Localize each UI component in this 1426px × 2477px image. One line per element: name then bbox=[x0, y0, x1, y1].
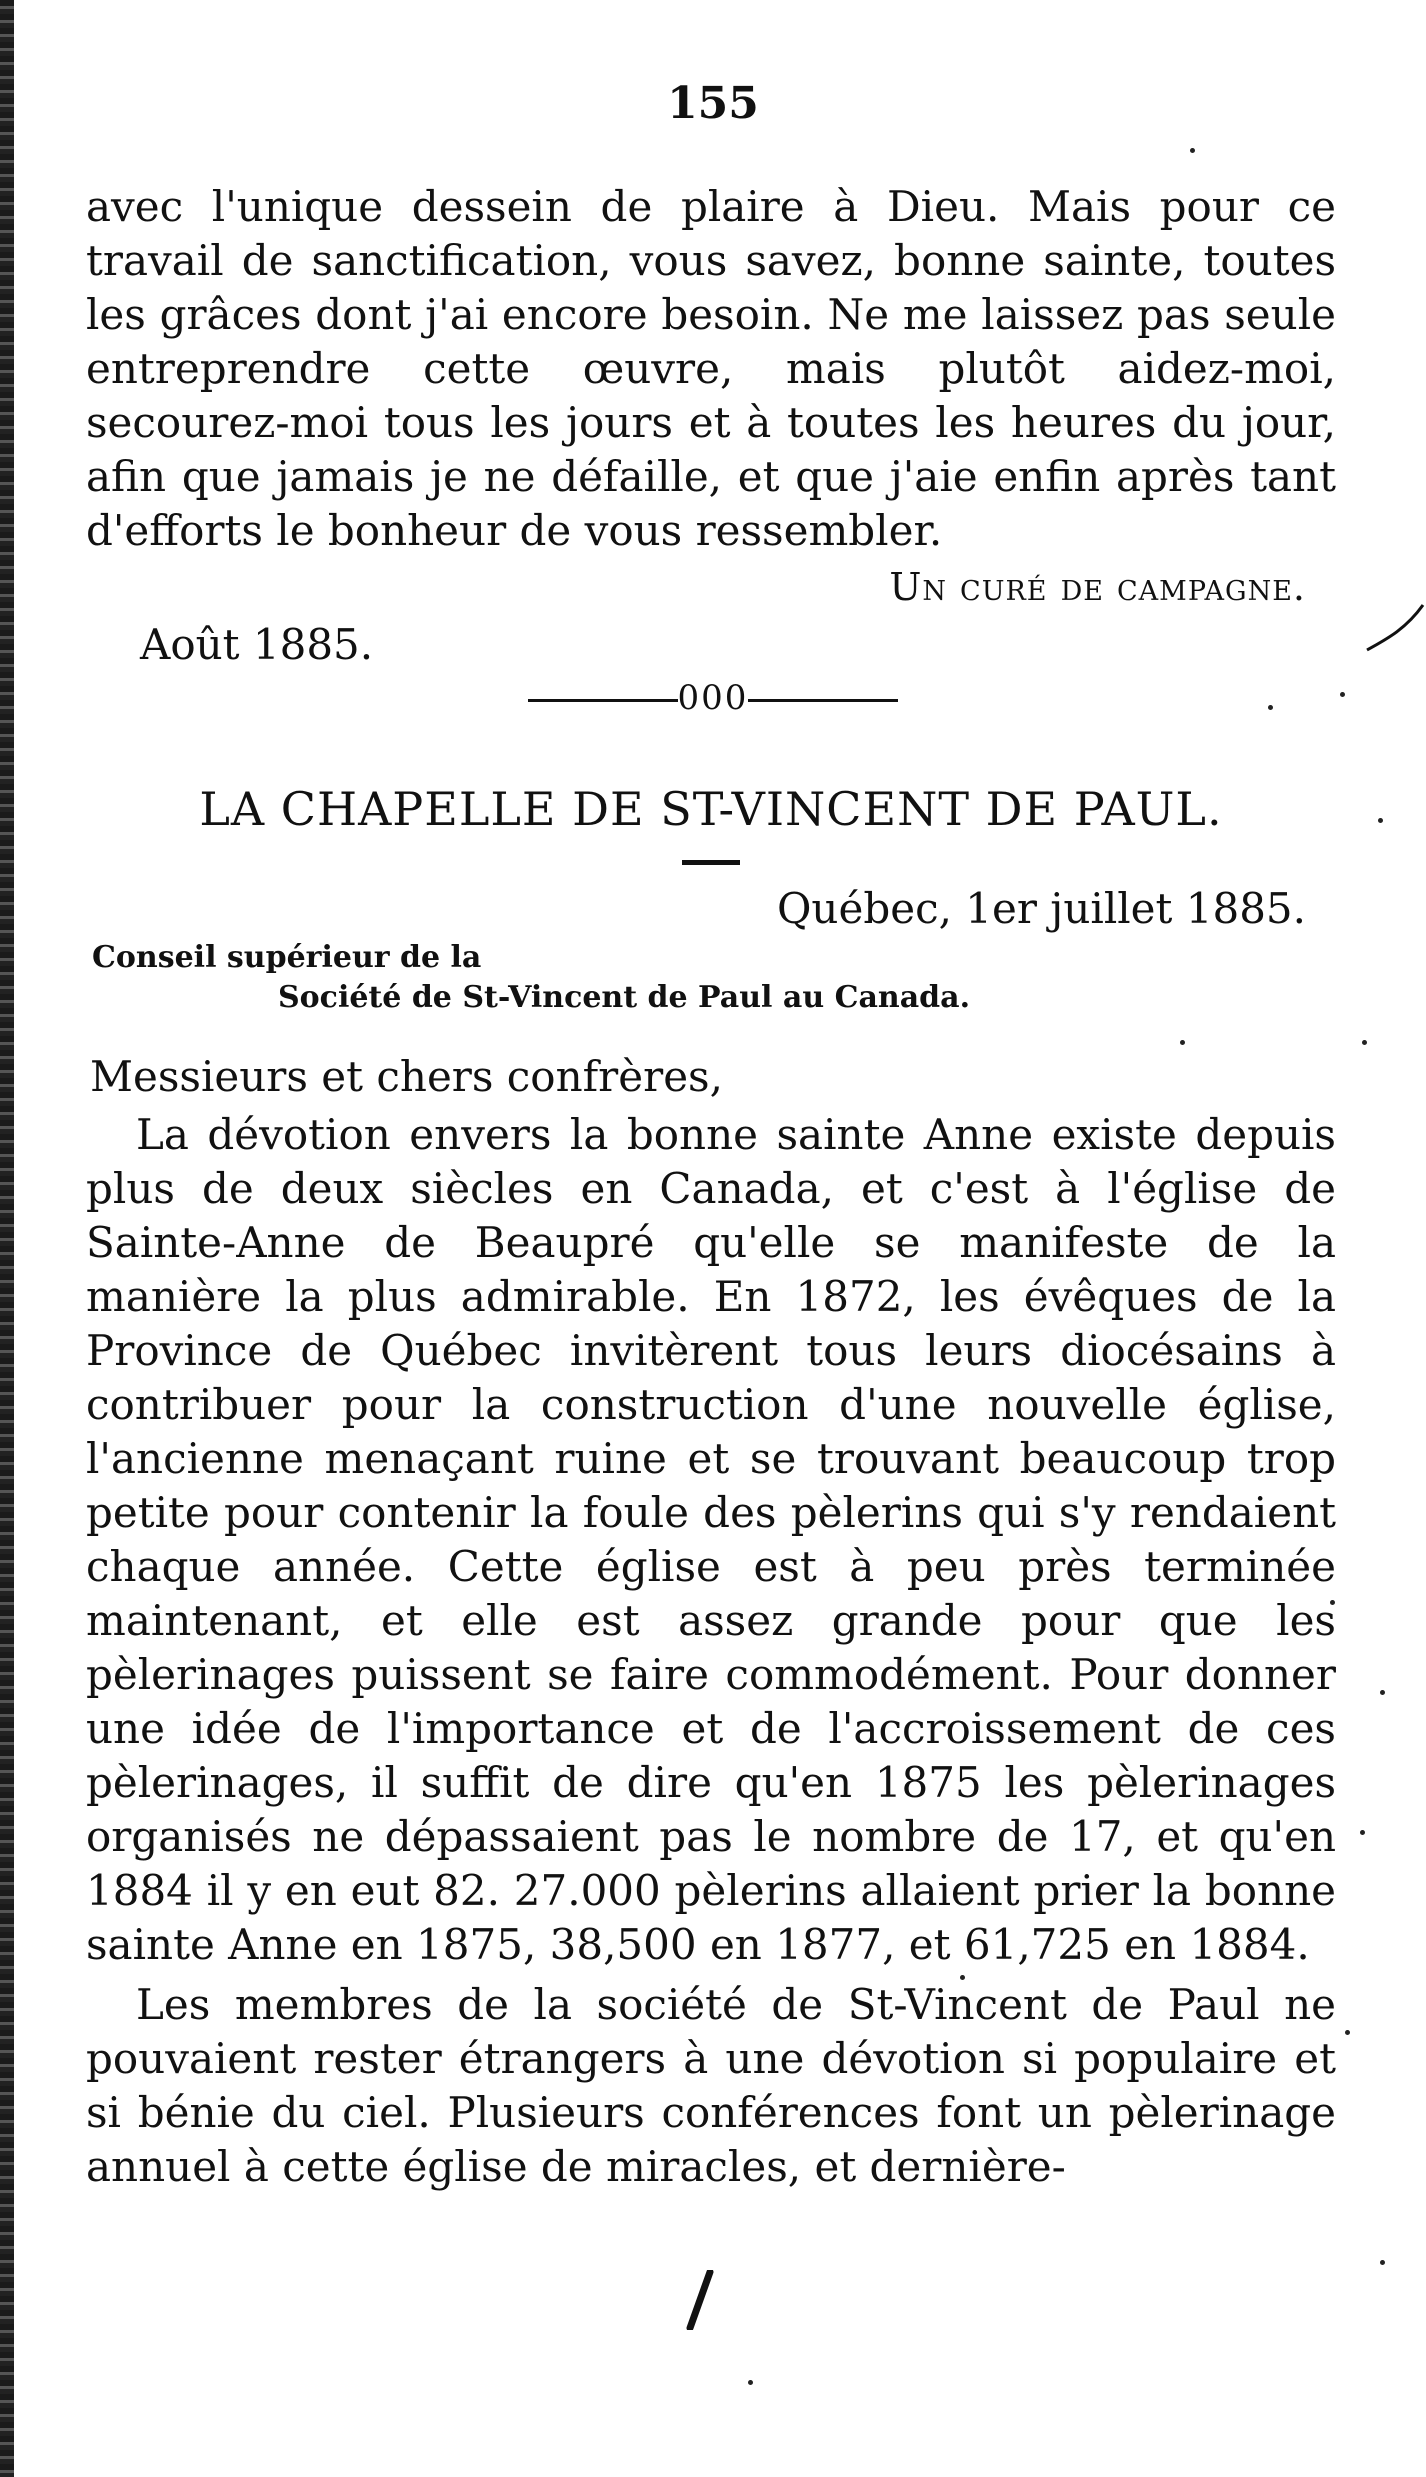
separator-mark: 000 bbox=[677, 678, 749, 718]
book-spine-edge bbox=[0, 0, 14, 2477]
separator-right-rule bbox=[748, 699, 898, 702]
paragraph-1: La dévotion envers la bonne sainte Anne existe depuis plus de deux siècles en Canada, et c'est à l'église de Sainte-Anne de Beaupré qu'elle se manifeste de la manière la plus admirable. En 1872, les évêques de la Province de Québec invitèrent tous leurs diocésains à contribuer pour la construction d'une nouvelle église, l'ancienne menaçant ruine et se trouvant beaucoup trop petite pour contenir la foule des pèlerins qui s'y rendaient chaque année. Cette église est à peu près terminée maintenant, et elle est assez grande pour que les pèlerinages puissent se faire commodément. Pour donner une idée de l'importance et de l'accroissement de ces pèlerinages, il suffit de dire qu'en 1875 les pèlerinages organisés ne dépassaient pas le nombre de 17, et qu'en 1884 il y en eut 82. 27.000 pèlerins allaient prier la bonne sainte Anne en 1875, 38,500 en 1877, et 61,725 en 1884. bbox=[86, 1110, 1336, 1969]
prayer-ending bbox=[86, 180, 1336, 558]
salutation: Messieurs et chers confrères, bbox=[90, 1052, 723, 1101]
ink-stroke-mark bbox=[1365, 600, 1425, 670]
paragraph-2: Les membres de la société de St-Vincent de Paul ne pouvaient rester étrangers à une dévotion si populaire et si bénie du ciel. Plusieurs conférences font un pèlerinage annuel à cette église de miracles, et dernière- bbox=[86, 1980, 1336, 2191]
letter-body bbox=[86, 1108, 1336, 2194]
date-line: Août 1885. bbox=[140, 620, 374, 669]
ink-blot-mark bbox=[682, 2270, 722, 2330]
separator-left-rule bbox=[528, 699, 678, 702]
sender-line-2: Société de St-Vincent de Paul au Canada. bbox=[278, 980, 971, 1015]
sender-line-1: Conseil supérieur de la bbox=[92, 940, 482, 975]
page-number: 155 bbox=[667, 78, 759, 129]
section-title: LA CHAPELLE DE ST-VINCENT DE PAUL. bbox=[199, 782, 1223, 836]
prayer-end-paragraph: avec l'unique dessein de plaire à Dieu. Mais pour ce travail de sanctification, vous savez, bonne sainte, toutes les grâces dont j'ai encore besoin. Ne me laissez pas seule entreprendre cette œuvre, mais plutôt aidez-moi, secourez-moi tous les jours et à toutes les heures du jour, afin que jamais je ne défaille, et que j'aie enfin après tant d'efforts le bonheur de vous ressembler. bbox=[86, 182, 1336, 555]
signature: Un curé de campagne. bbox=[889, 565, 1306, 609]
letter-date: Québec, 1er juillet 1885. bbox=[777, 884, 1306, 933]
title-rule bbox=[682, 860, 740, 865]
separator-ornament bbox=[0, 678, 1426, 718]
